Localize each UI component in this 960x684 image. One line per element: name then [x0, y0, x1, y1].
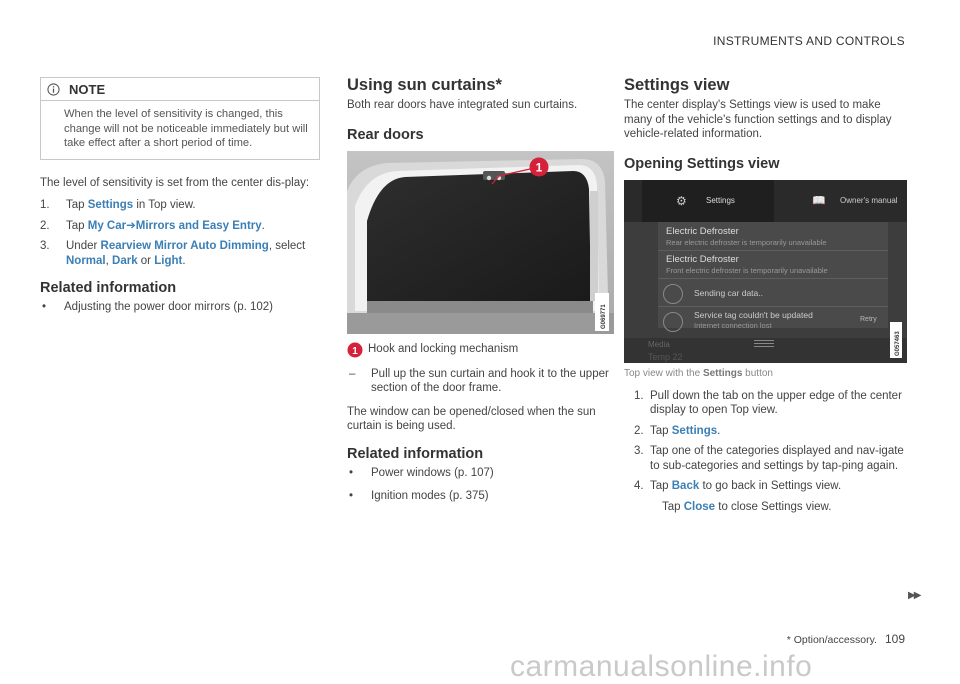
notification-subtitle: Front electric defroster is temporarily unavailable: [666, 265, 828, 275]
step-text: .: [717, 424, 721, 437]
step-text: Tap: [650, 480, 672, 492]
back-link: Back: [671, 480, 700, 492]
dash-item: [347, 367, 614, 396]
settings-tab-label: Settings: [706, 195, 735, 205]
sending-icon: [663, 284, 683, 304]
figure-code: G069771: [601, 303, 607, 329]
step-number: 2.: [40, 219, 50, 232]
related-heading: Related information: [40, 280, 177, 296]
page-number: 109: [884, 632, 905, 646]
column-middle: [347, 76, 614, 513]
note-title: NOTE: [69, 82, 106, 97]
related-item[interactable]: [347, 466, 614, 481]
gear-icon: ⚙: [676, 193, 687, 208]
bullet-icon: •: [349, 490, 354, 502]
step-text: .: [261, 219, 265, 232]
my-car-link: My Car: [87, 219, 127, 232]
pull-tab-line[interactable]: [754, 343, 774, 344]
running-header: INSTRUMENTS AND CONTROLS: [713, 34, 905, 48]
note-body: When the level of sensitivity is changed, this change will not be noticeable immediately but will take effect after a short period of time.: [64, 108, 308, 149]
settings-tab[interactable]: [642, 180, 774, 222]
step-text: Pull down the tab on the upper edge of the center display to open Top view.: [650, 389, 902, 416]
rear-door-figure: [347, 151, 614, 334]
step-text: Tap: [650, 424, 672, 437]
steps-list: [624, 389, 907, 515]
intro-paragraph: The level of sensitivity is set from the center dis-play:: [40, 176, 310, 189]
owners-manual-label: Owner's manual: [840, 195, 898, 205]
bottom-temp-label: Temp 22: [648, 351, 683, 362]
step-number: 2.: [634, 424, 644, 437]
step-text: ,: [105, 254, 113, 267]
note-box: [40, 77, 320, 160]
option-light: Light: [154, 254, 183, 267]
step-2: [40, 219, 320, 234]
svg-text:1: 1: [352, 345, 358, 357]
callout-badge: 1: [535, 160, 543, 174]
bullet-icon: •: [42, 301, 47, 313]
caption-bold: Settings: [702, 367, 743, 379]
settings-link: Settings: [87, 199, 134, 211]
divider: [658, 306, 888, 307]
step-number: 1.: [634, 389, 644, 402]
notification-subtitle: Internet connection lost: [694, 320, 772, 330]
notification-subtitle: Rear electric defroster is temporarily unavailable: [666, 237, 827, 247]
step-text: to go back in Settings view.: [699, 480, 842, 492]
step-3: [624, 444, 907, 473]
figure-code-label: [890, 322, 902, 358]
related-link[interactable]: Ignition modes (p. 375): [371, 490, 489, 502]
paragraph: The window can be opened/closed when the sun curtain is being used.: [347, 405, 596, 432]
related-link[interactable]: Adjusting the power door mirrors (p. 102): [64, 301, 274, 313]
dash-icon: –: [349, 367, 356, 380]
step-text: Tap one of the categories displayed and nav-igate to sub-categories and settings by tap-ping again.: [650, 445, 904, 472]
notification-title: Sending car data..: [694, 287, 763, 298]
callout-text: Hook and locking mechanism: [368, 342, 519, 355]
column-left: [40, 77, 320, 324]
settings-link: Settings: [671, 424, 718, 437]
section-title: Settings view: [624, 76, 730, 94]
step-number: 1.: [40, 199, 50, 211]
column-right: [624, 76, 907, 520]
related-heading: Related information: [347, 445, 484, 462]
callout-legend: [347, 342, 614, 358]
note-header: [41, 78, 319, 101]
section-title: Using sun curtains*: [347, 76, 502, 94]
notification-title: Service tag couldn't be updated: [694, 309, 813, 320]
notification-title: Electric Defroster: [666, 225, 739, 237]
warning-icon: [663, 312, 683, 332]
retry-button[interactable]: Retry: [860, 315, 877, 323]
pull-tab-line[interactable]: [754, 346, 774, 347]
steps-list: [40, 198, 320, 268]
step-1: [624, 389, 907, 418]
option-normal: Normal: [66, 254, 106, 267]
next-page-icon: ▶▶: [908, 590, 920, 601]
step-text: , select: [268, 240, 306, 252]
step-text: .: [182, 254, 186, 267]
bottom-media-label: Media: [648, 339, 670, 349]
step-number: 3.: [40, 240, 50, 252]
settings-screen-figure: [624, 180, 907, 363]
page-footer: [787, 632, 905, 646]
notification-item[interactable]: [658, 254, 907, 275]
step-text: Tap: [66, 219, 88, 232]
caption-text: button: [742, 367, 773, 379]
related-item[interactable]: [40, 300, 320, 315]
close-link: Close: [683, 500, 716, 513]
rear-door-illustration: [347, 151, 614, 334]
step-text: in Top view.: [133, 199, 196, 211]
subsection-title: Opening Settings view: [624, 155, 780, 172]
figure-caption: [624, 368, 907, 379]
bullet-icon: •: [349, 466, 354, 479]
step-text: Tap: [66, 199, 88, 211]
step-4: [624, 479, 907, 494]
pull-tab-line[interactable]: [754, 340, 774, 341]
intro-paragraph: Both rear doors have integrated sun curtains.: [347, 99, 578, 111]
caption-text: Top view with the: [624, 367, 703, 379]
notification-title: Electric Defroster: [666, 253, 739, 265]
option-footnote: * Option/accessory.: [786, 634, 877, 646]
info-icon: [47, 83, 60, 96]
step-number: 4.: [634, 480, 644, 492]
step-4-extra: [624, 500, 907, 515]
notification-item[interactable]: [658, 226, 907, 247]
step-2: [624, 424, 907, 439]
mirrors-link: Mirrors and Easy Entry: [135, 219, 262, 232]
figure-code: G057463: [895, 330, 901, 356]
book-icon: 📖: [812, 194, 826, 207]
intro-paragraph: The center display's Settings view is used to make many of the vehicle's function settings and to display vehicle-related information.: [624, 99, 892, 140]
related-link[interactable]: Power windows (p. 107): [371, 466, 494, 479]
watermark: carmanualsonline.info: [510, 650, 813, 683]
step-text: to close Settings view.: [715, 500, 832, 513]
owners-manual-tab[interactable]: [774, 180, 907, 222]
step-text: Under: [66, 240, 101, 252]
subsection-title: Rear doors: [347, 126, 424, 143]
auto-dimming-link: Rearview Mirror Auto Dimming: [100, 240, 269, 252]
step-3: [40, 239, 320, 268]
figure-code-box: [890, 322, 902, 358]
step-text: or: [137, 254, 155, 267]
dash-text: Pull up the sun curtain and hook it to the upper section of the door frame.: [371, 367, 609, 394]
arrow-right-icon: ➔: [126, 219, 136, 232]
step-1: [40, 198, 320, 213]
callout-number-icon: [347, 342, 363, 358]
step-text: Tap: [662, 500, 684, 513]
divider: [658, 278, 888, 279]
divider: [658, 250, 888, 251]
related-item[interactable]: [347, 489, 614, 504]
option-dark: Dark: [112, 254, 138, 267]
step-number: 3.: [634, 445, 644, 457]
